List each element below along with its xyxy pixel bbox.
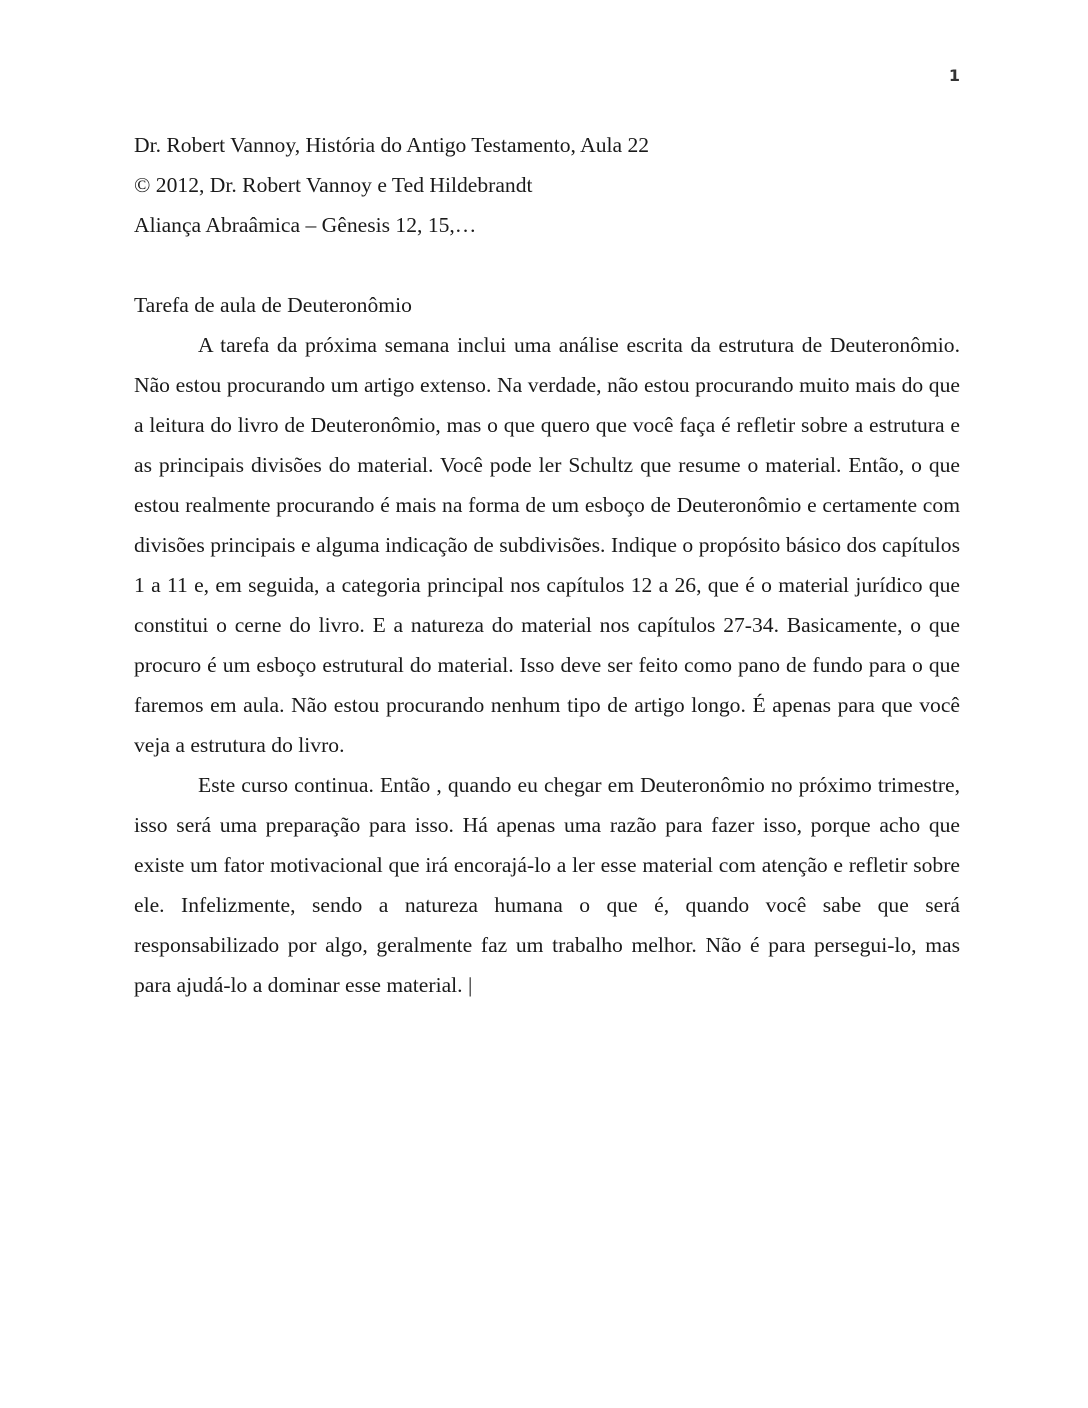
header-title-line: Dr. Robert Vannoy, História do Antigo Testamento, Aula 22 [134,133,650,157]
header-copyright-line: © 2012, Dr. Robert Vannoy e Ted Hildebrandt [134,173,533,197]
header-subtitle-line: Aliança Abraâmica – Gênesis 12, 15,… [134,213,477,237]
paragraph-1: A tarefa da próxima semana inclui uma análise escrita da estrutura de Deuteronômio. Não estou procurando um artigo extenso. Na verdade, não estou procurando muito mais do que a leitura do livro de Deuteronômio, mas o que quero que você faça é refletir sobre a estrutura e as principais divisões do material. Você pode ler Schultz que resume o material. Então, o que estou realmente procurando é mais na forma de um esboço de Deuteronômio e certamente com divisões principais e alguma indicação de subdivisões. Indique o propósito básico dos capítulos 1 a 11 e, em seguida, a categoria principal nos capítulos 12 a 26, que é o material jurídico que constitui o cerne do livro. E a natureza do material nos capítulos 27-34. Basicamente, o que procuro é um esboço estrutural do material. Isso deve ser feito como pano de fundo para o que faremos em aula. Não estou procurando nenhum tipo de artigo longo. É apenas para que você veja a estrutura do livro. [134,333,960,757]
spacer [134,245,960,285]
paragraph-2: Este curso continua. Então , quando eu chegar em Deuteronômio no próximo trimestre, isso será uma preparação para isso. Há apenas uma razão para fazer isso, porque acho que existe um fator motivacional que irá encorajá-lo a ler esse material com atenção e refletir sobre ele. Infelizmente, sendo a natureza humana o que é, quando você sabe que será responsabilizado por algo, geralmente faz um trabalho melhor. Não é para persegui-lo, mas para ajudá-lo a dominar esse material. | [134,773,960,997]
page-number: 1 [948,66,960,85]
document-body [134,125,960,1005]
section-heading: Tarefa de aula de Deuteronômio [134,293,412,317]
